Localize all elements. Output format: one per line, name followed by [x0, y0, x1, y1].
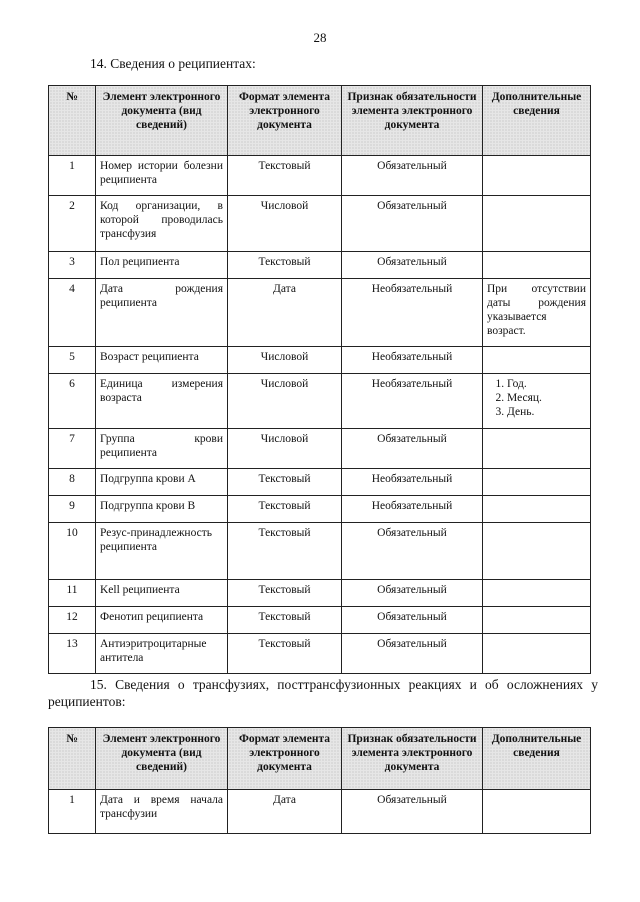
row-required: Обязательный	[342, 607, 483, 634]
row-required: Обязательный	[342, 523, 483, 580]
row-format: Числовой	[228, 429, 342, 469]
row-format: Текстовый	[228, 634, 342, 674]
section-14-heading: 14. Сведения о реципиентах:	[90, 56, 256, 71]
recipients-table	[48, 85, 591, 674]
row-required: Необязательный	[342, 279, 483, 347]
row-extra	[483, 252, 591, 279]
list-item: 1. Год.	[507, 377, 586, 391]
row-number: 8	[49, 469, 96, 496]
row-required: Обязательный	[342, 429, 483, 469]
row-element: Kell реципиента	[96, 580, 228, 607]
row-number: 2	[49, 196, 96, 252]
table-row	[49, 634, 591, 674]
row-format: Текстовый	[228, 469, 342, 496]
transfusions-table	[48, 727, 591, 834]
row-element: Дата и время начала трансфузии	[96, 790, 228, 834]
row-extra	[483, 496, 591, 523]
row-format: Числовой	[228, 374, 342, 429]
row-required: Обязательный	[342, 156, 483, 196]
row-format: Числовой	[228, 347, 342, 374]
table-row	[49, 374, 591, 429]
row-format: Текстовый	[228, 523, 342, 580]
table-row	[49, 607, 591, 634]
row-element: Код организации, в которой проводилась трансфузия	[96, 196, 228, 252]
row-required: Необязательный	[342, 496, 483, 523]
row-extra	[483, 580, 591, 607]
row-required: Обязательный	[342, 634, 483, 674]
table-header-row	[49, 86, 591, 156]
row-element: Подгруппа крови А	[96, 469, 228, 496]
table-row	[49, 580, 591, 607]
row-number: 6	[49, 374, 96, 429]
row-extra	[483, 523, 591, 580]
row-format: Дата	[228, 279, 342, 347]
row-format: Текстовый	[228, 496, 342, 523]
row-required: Необязательный	[342, 347, 483, 374]
row-element: Подгруппа крови В	[96, 496, 228, 523]
header-format: Формат элемента электронного документа	[228, 86, 342, 156]
row-extra	[483, 634, 591, 674]
row-number: 1	[49, 790, 96, 834]
header-extra: Дополнительные сведения	[483, 86, 591, 156]
row-number: 12	[49, 607, 96, 634]
header-format: Формат элемента электронного документа	[228, 728, 342, 790]
table-row	[49, 790, 591, 834]
table-row	[49, 279, 591, 347]
row-element: Антиэритроцитарные антитела	[96, 634, 228, 674]
header-extra: Дополнительные сведения	[483, 728, 591, 790]
row-extra	[483, 469, 591, 496]
row-element: Единица измерения возраста	[96, 374, 228, 429]
row-extra: При отсутствии даты рождения указывается возраст.	[483, 279, 591, 347]
row-number: 11	[49, 580, 96, 607]
row-format: Текстовый	[228, 580, 342, 607]
row-extra	[483, 429, 591, 469]
row-format: Текстовый	[228, 252, 342, 279]
table-row	[49, 496, 591, 523]
row-number: 9	[49, 496, 96, 523]
row-element: Номер истории болезни реципиента	[96, 156, 228, 196]
row-required: Обязательный	[342, 196, 483, 252]
row-required: Обязательный	[342, 580, 483, 607]
row-required: Необязательный	[342, 374, 483, 429]
row-number: 1	[49, 156, 96, 196]
row-format: Текстовый	[228, 156, 342, 196]
row-extra	[483, 156, 591, 196]
row-extra	[483, 374, 591, 429]
table-row	[49, 196, 591, 252]
table-header-row	[49, 728, 591, 790]
row-element: Резус-принадлежность реципиента	[96, 523, 228, 580]
header-required: Признак обязательности элемента электронного документа	[342, 86, 483, 156]
row-extra	[483, 607, 591, 634]
table-row	[49, 156, 591, 196]
page-number: 28	[313, 30, 327, 45]
list-item: 2. Месяц.	[507, 391, 586, 405]
row-element: Пол реципиента	[96, 252, 228, 279]
age-unit-list	[487, 377, 586, 419]
row-number: 5	[49, 347, 96, 374]
row-element: Фенотип реципиента	[96, 607, 228, 634]
row-element: Возраст реципиента	[96, 347, 228, 374]
header-required: Признак обязательности элемента электронного документа	[342, 728, 483, 790]
row-format: Текстовый	[228, 607, 342, 634]
row-format: Числовой	[228, 196, 342, 252]
header-number: №	[49, 86, 96, 156]
row-required: Обязательный	[342, 252, 483, 279]
row-number: 3	[49, 252, 96, 279]
table-row	[49, 469, 591, 496]
row-element: Дата рождения реципиента	[96, 279, 228, 347]
header-element: Элемент электронного документа (вид сведений)	[96, 86, 228, 156]
row-required: Обязательный	[342, 790, 483, 834]
header-number: №	[49, 728, 96, 790]
row-format: Дата	[228, 790, 342, 834]
row-required: Необязательный	[342, 469, 483, 496]
row-number: 13	[49, 634, 96, 674]
row-number: 4	[49, 279, 96, 347]
row-extra	[483, 347, 591, 374]
table-row	[49, 523, 591, 580]
row-extra	[483, 196, 591, 252]
row-element: Группа крови реципиента	[96, 429, 228, 469]
list-item: 3. День.	[507, 405, 586, 419]
table-row	[49, 252, 591, 279]
row-number: 10	[49, 523, 96, 580]
table-row	[49, 347, 591, 374]
header-element: Элемент электронного документа (вид сведений)	[96, 728, 228, 790]
section-15-heading: 15. Сведения о трансфузиях, посттрансфузионных реакциях и об осложнениях у реципиентов:	[48, 677, 598, 709]
row-number: 7	[49, 429, 96, 469]
row-extra	[483, 790, 591, 834]
table-row	[49, 429, 591, 469]
